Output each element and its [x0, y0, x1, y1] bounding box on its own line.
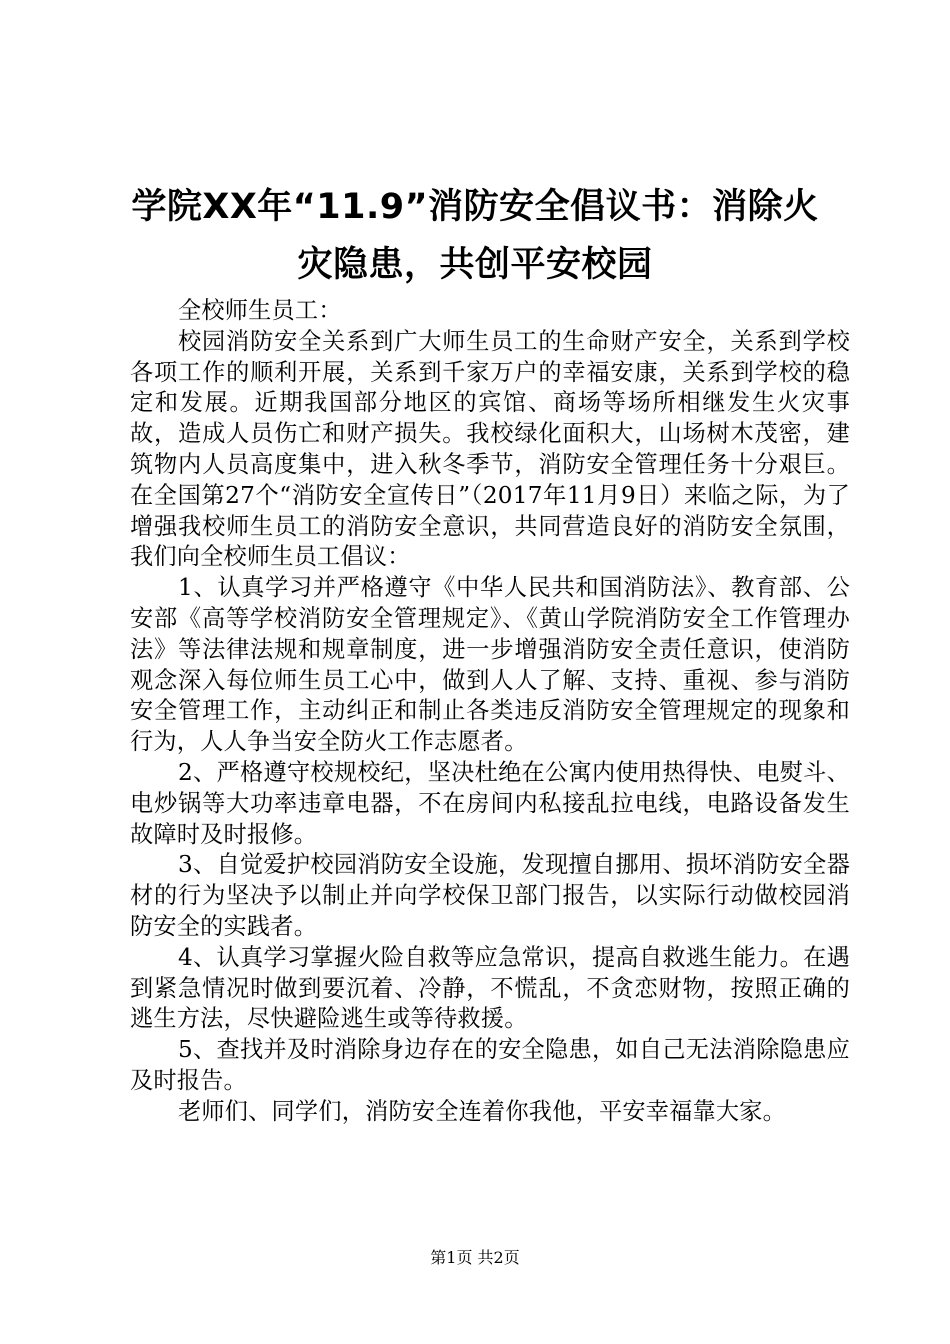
title-line-1: 学院XX年“11.9”消防安全倡议书：消除火 — [131, 187, 819, 227]
document-title — [110, 178, 840, 294]
paragraph-item-1: 1、认真学习并严格遵守《中华人民共和国消防法》、教育部、公安部《高等学校消防安全管理规定》、《黄山学院消防安全工作管理办法》等法律法规和规章制度，进一步增强消防安全责任意识，使消防观念深入每位师生员工心中，做到人人了解、支持、重视、参与消防安全管理工作，主动纠正和制止各类违反消防安全管理规定的现象和行为，人人争当安全防火工作志愿者。 — [130, 574, 850, 756]
title-line-2: 灾隐患，共创平安校园 — [297, 245, 653, 285]
paragraph-closing: 老师们、同学们，消防安全连着你我他，平安幸福靠大家。 — [178, 1097, 787, 1125]
paragraph-item-2: 2、严格遵守校规校纪，坚决杜绝在公寓内使用热得快、电熨斗、电炒锅等大功率违章电器，不在房间内私接乱拉电线，电路设备发生故障时及时报修。 — [130, 758, 850, 848]
paragraph-item-4: 4、认真学习掌握火险自救等应急常识，提高自救逃生能力。在遇到紧急情况时做到要沉着、冷静，不慌乱，不贪恋财物，按照正确的逃生方法，尽快避险逃生或等待救援。 — [130, 943, 850, 1033]
page-number-footer: 第1页 共2页 — [430, 1248, 520, 1267]
paragraph-item-3: 3、自觉爱护校园消防安全设施，发现擅自挪用、损坏消防安全器材的行为坚决予以制止并向学校保卫部门报告，以实际行动做校园消防安全的实践者。 — [130, 851, 850, 940]
salutation: 全校师生员工： — [178, 297, 342, 324]
paragraph-intro: 校园消防安全关系到广大师生员工的生命财产安全，关系到学校各项工作的顺利开展，关系到千家万户的幸福安康，关系到学校的稳定和发展。近期我国部分地区的宾馆、商场等场所相继发生火灾事故，造成人员伤亡和财产损失。我校绿化面积大，山场树木茂密，建筑物内人员高度集中，进入秋冬季节，消防安全管理任务十分艰巨。在全国第27个“消防安全宣传日”（2017年11月9日）来临之际，为了增强我校师生员工的消防安全意识，共同营造良好的消防安全氛围，我们向全校师生员工倡议： — [130, 327, 850, 571]
document-body — [130, 296, 850, 1128]
paragraph-item-5: 5、查找并及时消除身边存在的安全隐患，如自己无法消除隐患应及时报告。 — [130, 1036, 850, 1094]
